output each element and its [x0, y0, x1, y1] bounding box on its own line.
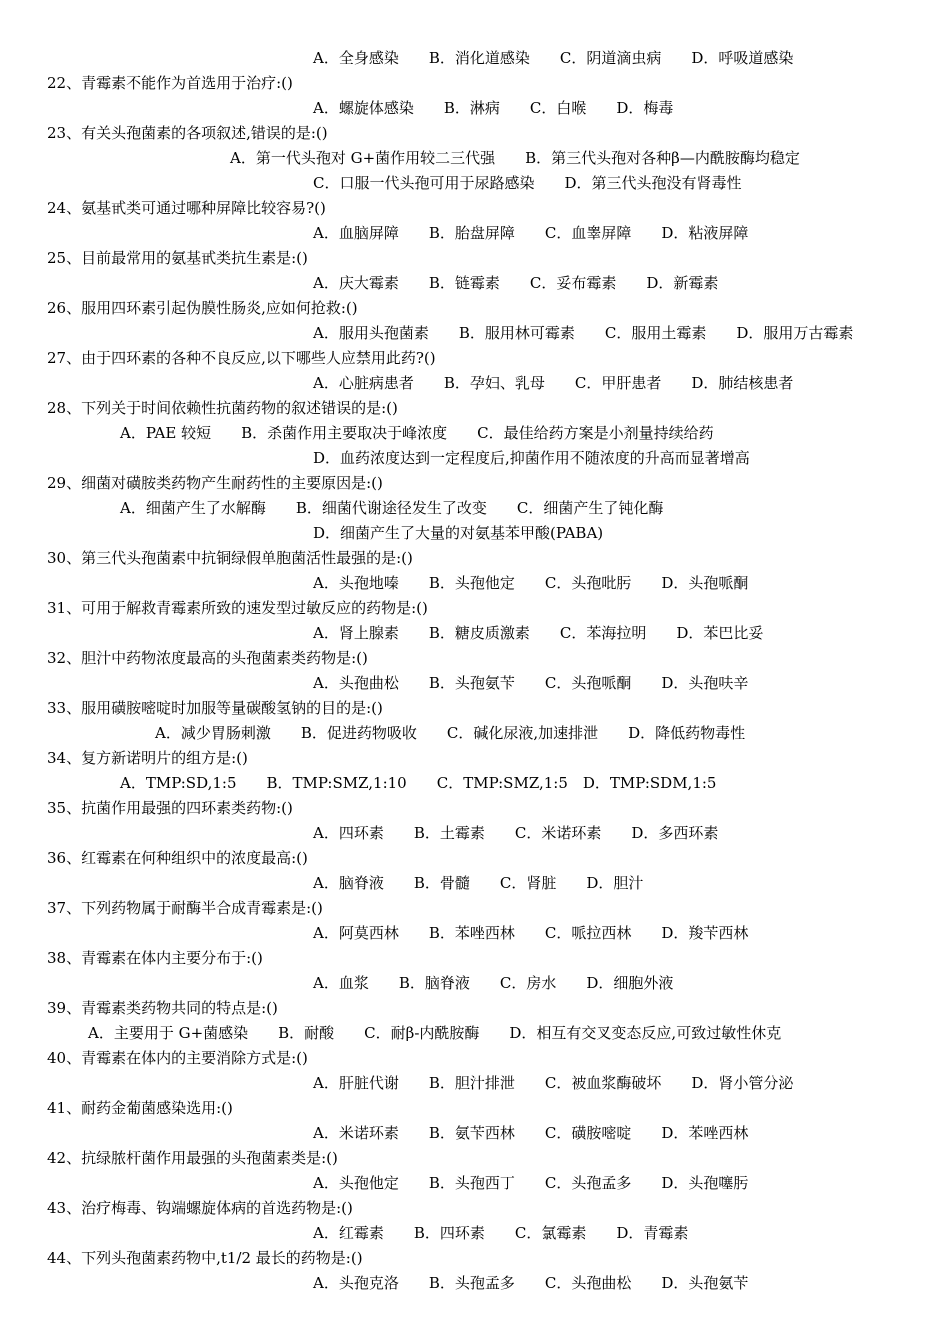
- question-line: 44、下列头孢菌素药物中,t1/2 最长的药物是:(): [47, 1249, 363, 1267]
- question-line: 32、胆汁中药物浓度最高的头孢菌素类药物是:(): [47, 649, 368, 667]
- option-line: A．头孢他定 B．头孢西丁 C．头孢孟多 D．头孢噻肟: [313, 1174, 749, 1192]
- question-line: 39、青霉素类药物共同的特点是:(): [47, 999, 278, 1017]
- option-line: C．口服一代头孢可用于尿路感染 D．第三代头孢没有肾毒性: [313, 174, 742, 192]
- option-line: A．PAE 较短 B．杀菌作用主要取决于峰浓度 C．最佳给药方案是小剂量持续给药: [120, 424, 714, 442]
- question-line: 33、服用磺胺嘧啶时加服等量碳酸氢钠的目的是:(): [47, 699, 383, 717]
- option-line: A．四环素 B．土霉素 C．米诺环素 D．多西环素: [313, 824, 719, 842]
- option-line: A．减少胃肠刺激 B．促进药物吸收 C．碱化尿液,加速排泄 D．降低药物毒性: [155, 724, 746, 742]
- question-line: 43、治疗梅毒、钩端螺旋体病的首选药物是:(): [47, 1199, 353, 1217]
- question-line: 29、细菌对磺胺类药物产生耐药性的主要原因是:(): [47, 474, 383, 492]
- question-line: 23、有关头孢菌素的各项叙述,错误的是:(): [47, 124, 328, 142]
- option-line: A．细菌产生了水解酶 B．细菌代谢途径发生了改变 C．细菌产生了钝化酶: [120, 499, 664, 517]
- question-line: 38、青霉素在体内主要分布于:(): [47, 949, 263, 967]
- question-line: 27、由于四环素的各种不良反应,以下哪些人应禁用此药?(): [47, 349, 436, 367]
- question-line: 41、耐药金葡菌感染选用:(): [47, 1099, 233, 1117]
- question-line: 42、抗绿脓杆菌作用最强的头孢菌素类是:(): [47, 1149, 338, 1167]
- option-line: A．肾上腺素 B．糖皮质激素 C．苯海拉明 D．苯巴比妥: [313, 624, 764, 642]
- question-line: 22、青霉素不能作为首选用于治疗:(): [47, 74, 293, 92]
- option-line: A．服用头孢菌素 B．服用林可霉素 C．服用土霉素 D．服用万古霉素: [313, 324, 854, 342]
- question-line: 35、抗菌作用最强的四环素类药物:(): [47, 799, 293, 817]
- option-line: A．第一代头孢对 G+菌作用较二三代强 B．第三代头孢对各种β—内酰胺酶均稳定: [230, 149, 800, 167]
- option-line: A．红霉素 B．四环素 C．氯霉素 D．青霉素: [313, 1224, 689, 1242]
- option-line: D．细菌产生了大量的对氨基苯甲酸(PABA): [313, 524, 604, 542]
- question-line: 36、红霉素在何种组织中的浓度最高:(): [47, 849, 308, 867]
- option-line: A．脑脊液 B．骨髓 C．肾脏 D．胆汁: [313, 874, 644, 892]
- question-line: 31、可用于解救青霉素所致的速发型过敏反应的药物是:(): [47, 599, 428, 617]
- question-line: 34、复方新诺明片的组方是:(): [47, 749, 248, 767]
- option-line: A．头孢曲松 B．头孢氨苄 C．头孢哌酮 D．头孢呋辛: [313, 674, 749, 692]
- option-line: A．螺旋体感染 B．淋病 C．白喉 D．梅毒: [313, 99, 674, 117]
- question-line: 26、服用四环素引起伪膜性肠炎,应如何抢救:(): [47, 299, 358, 317]
- option-line: A．心脏病患者 B．孕妇、乳母 C．甲肝患者 D．肺结核患者: [313, 374, 794, 392]
- question-line: 28、下列关于时间依赖性抗菌药物的叙述错误的是:(): [47, 399, 398, 417]
- question-line: 25、目前最常用的氨基甙类抗生素是:(): [47, 249, 308, 267]
- option-line: A．肝脏代谢 B．胆汁排泄 C．被血浆酶破坏 D．肾小管分泌: [313, 1074, 794, 1092]
- option-line: A．头孢克洛 B．头孢孟多 C．头孢曲松 D．头孢氨苄: [313, 1274, 749, 1292]
- question-line: 40、青霉素在体内的主要消除方式是:(): [47, 1049, 308, 1067]
- option-line: A．血脑屏障 B．胎盘屏障 C．血睾屏障 D．粘液屏障: [313, 224, 749, 242]
- option-line: A．头孢地嗪 B．头孢他定 C．头孢吡肟 D．头孢哌酮: [313, 574, 749, 592]
- option-line: A．TMP:SD,1:5 B．TMP:SMZ,1:10 C．TMP:SMZ,1:5 D．TMP:SDM,1:5: [120, 774, 717, 792]
- question-line: 37、下列药物属于耐酶半合成青霉素是:(): [47, 899, 323, 917]
- option-line: A．血浆 B．脑脊液 C．房水 D．细胞外液: [313, 974, 674, 992]
- question-line: 24、氨基甙类可通过哪种屏障比较容易?(): [47, 199, 326, 217]
- option-line: A．米诺环素 B．氨苄西林 C．磺胺嘧啶 D．苯唑西林: [313, 1124, 749, 1142]
- option-line: D．血药浓度达到一定程度后,抑菌作用不随浓度的升高而显著增高: [313, 449, 750, 467]
- option-line: A．庆大霉素 B．链霉素 C．妥布霉素 D．新霉素: [313, 274, 719, 292]
- option-line: A．阿莫西林 B．苯唑西林 C．哌拉西林 D．羧苄西林: [313, 924, 749, 942]
- option-line: A．主要用于 G+菌感染 B．耐酸 C．耐β-内酰胺酶 D．相互有交叉变态反应,可致过敏性休克: [88, 1024, 782, 1042]
- question-line: 30、第三代头孢菌素中抗铜绿假单胞菌活性最强的是:(): [47, 549, 413, 567]
- option-line: A．全身感染 B．消化道感染 C．阴道滴虫病 D．呼吸道感染: [313, 49, 794, 67]
